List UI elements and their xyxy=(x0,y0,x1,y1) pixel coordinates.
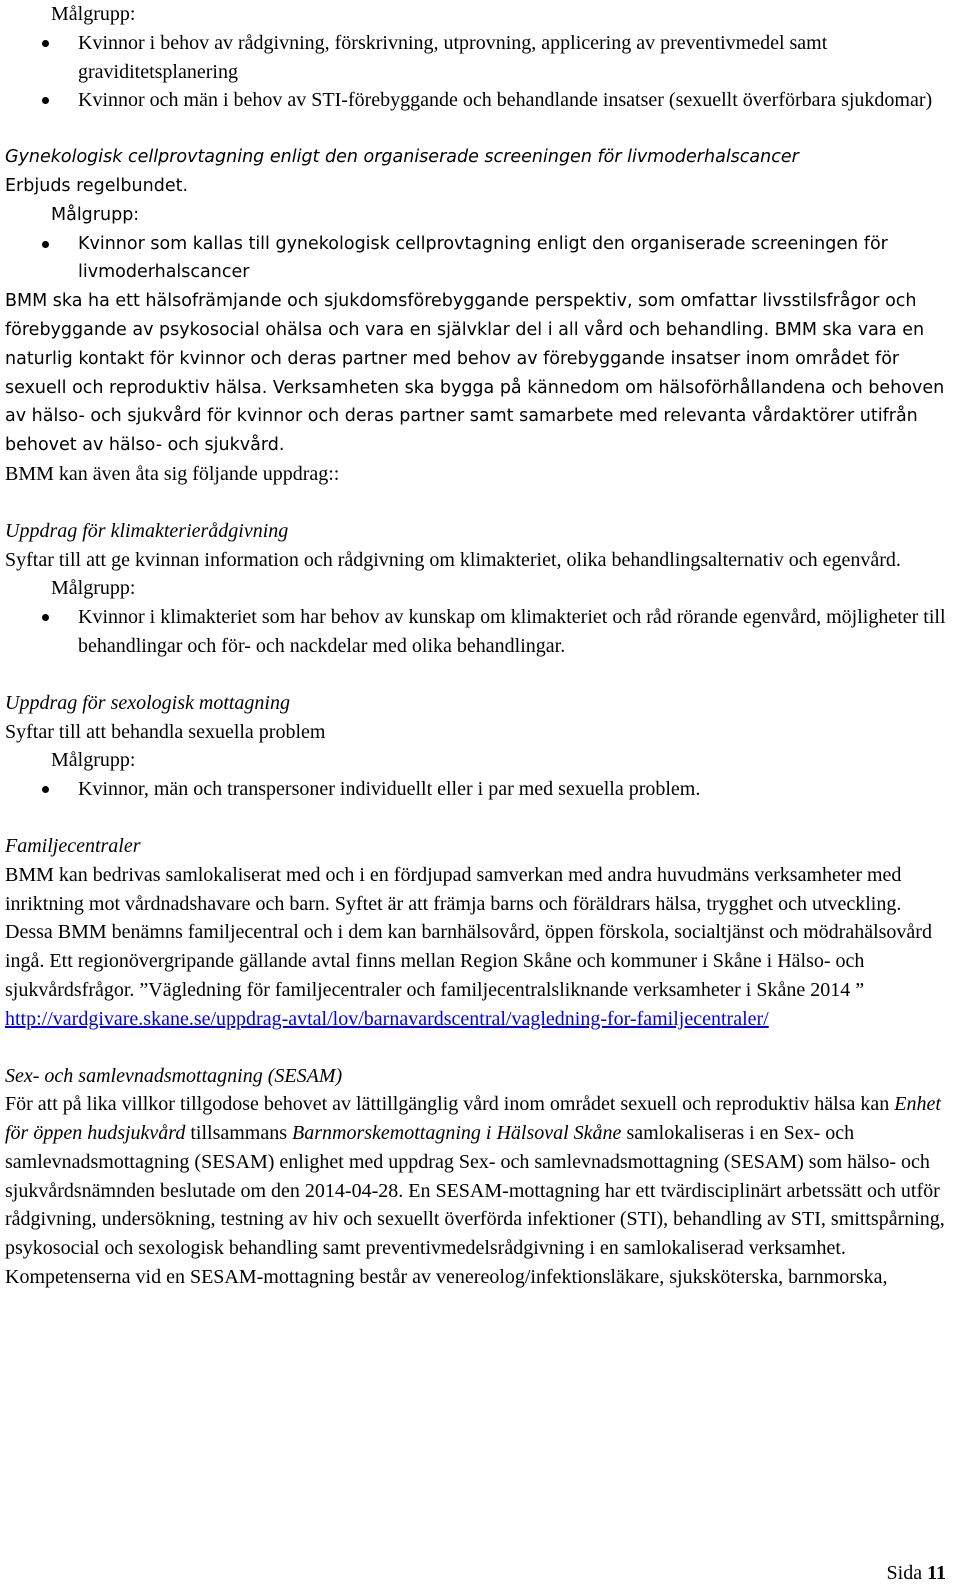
document-page xyxy=(5,0,950,1292)
section-heading: Familjecentraler xyxy=(5,834,141,857)
section-heading: Sex- och samlevnadsmottagning (SESAM) xyxy=(5,1064,343,1087)
bullet-icon xyxy=(42,786,49,793)
section-heading: Uppdrag för sexologisk mottagning xyxy=(5,691,290,714)
target-group-label: Målgrupp: xyxy=(51,3,136,25)
body-paragraph: Syftar till att ge kvinnan information och rådgivning om klimakteriet, olika behandlingsalternativ och egenvård. xyxy=(5,548,901,571)
body-paragraph: BMM ska ha ett hälsofrämjande och sjukdomsförebyggande perspektiv, som omfattar livsstilsfrågor och förebyggande av psykosocial ohälsa och vara en självklar del i all vård och behandling. BMM ska vara en naturlig kontakt för kvinnor och deras partner med behov av förebyggande insatser inom området för sexuell och reproduktiv hälsa. Verksamheten ska bygga på kännedom om hälsoförhållandena och behoven av hälso- och sjukvård för kvinnor och deras partner samt samarbete med relevanta vårdaktörer utifrån behovet av hälso- och sjukvård. xyxy=(5,291,945,456)
bullet-icon xyxy=(42,614,49,621)
bullet-list xyxy=(5,775,950,804)
body-paragraph: BMM kan bedrivas samlokaliserat med och i en fördjupad samverkan med andra huvudmäns verksamheter med inriktning mot vårdnadshavare och barn. Syftet är att främja barns och föräldrars hälsa, trygghet och utveckling. Dessa BMM benämns familjecentral och i dem kan barnhälsovård, öppen förskola, socialtjänst och mödrahälsovård ingå. Ett regionövergripande gällande avtal finns mellan Region Skåne och kommuner i Skåne i Hälso- och sjukvårdsfrågor. ”Vägledning för familjecentraler och familjecentralsliknande verksamheter i Skåne 2014 ” http://vardgivare.skane.se/uppdrag-avtal/lov/barnavardscentral/vagledning-for-familjecentraler/ xyxy=(5,863,932,1030)
guidance-link[interactable]: http://vardgivare.skane.se/uppdrag-avtal/lov/barnavardscentral/vagledning-for-familjecentraler/ xyxy=(5,1007,769,1030)
bullet-icon xyxy=(42,241,49,248)
bullet-list xyxy=(5,230,950,288)
bullet-list xyxy=(5,29,950,115)
list-item: Kvinnor och män i behov av STI-förebyggande och behandlande insatser (sexuellt överförbara sjukdomar) xyxy=(5,86,950,115)
body-text: Syftar till att behandla sexuella problem xyxy=(5,720,326,743)
body-text: Erbjuds regelbundet. xyxy=(5,175,189,196)
bullet-list xyxy=(5,603,950,661)
body-paragraph: För att på lika villkor tillgodose behovet av lättillgänglig vård inom området sexuell och reproduktiv hälsa kan Enhet för öppen hudsjukvård tillsammans Barnmorskemottagning i Hälsoval Skåne samlokaliseras i en Sex- och samlevnadsmottagning (SESAM) enlighet med uppdrag Sex- och samlevnadsmottagning (SESAM) som hälso- och sjukvårdsnämnden beslutade om den 2014-04-28. En SESAM-mottagning har ett tvärdisciplinärt arbetssätt och utför rådgivning, undersökning, testning av hiv och sexuellt överförda infektioner (STI), behandling av STI, smittspårning, psykosocial och sexologisk behandling samt preventivmedelsrådgivning i en samlokaliserad verksamhet. Kompetenserna vid en SESAM-mottagning består av venereolog/infektionsläkare, sjuksköterska, barnmorska, xyxy=(5,1093,945,1289)
target-group-label: Målgrupp: xyxy=(51,204,140,225)
section-heading: Gynekologisk cellprovtagning enligt den organiserade screeningen för livmoderhalscancer xyxy=(5,147,799,168)
body-text: BMM kan även åta sig följande uppdrag:: xyxy=(5,462,340,485)
list-item: Kvinnor, män och transpersoner individuellt eller i par med sexuella problem. xyxy=(5,775,950,804)
page-number: Sida 11 xyxy=(886,1562,946,1584)
list-item: Kvinnor som kallas till gynekologisk cellprovtagning enligt den organiserade screeningen för livmoderhalscancer xyxy=(5,230,950,288)
section-heading: Uppdrag för klimakterierådgivning xyxy=(5,519,289,542)
list-item: Kvinnor i behov av rådgivning, förskrivning, utprovning, applicering av preventivmedel samt graviditetsplanering xyxy=(5,29,950,87)
target-group-label: Målgrupp: xyxy=(51,577,136,600)
list-item: Kvinnor i klimakteriet som har behov av kunskap om klimakteriet och råd rörande egenvård, möjligheter till behandlingar och för- och nackdelar med olika behandlingar. xyxy=(5,603,950,661)
target-group-label: Målgrupp: xyxy=(51,749,136,772)
bullet-icon xyxy=(42,97,49,104)
bullet-icon xyxy=(42,40,49,47)
